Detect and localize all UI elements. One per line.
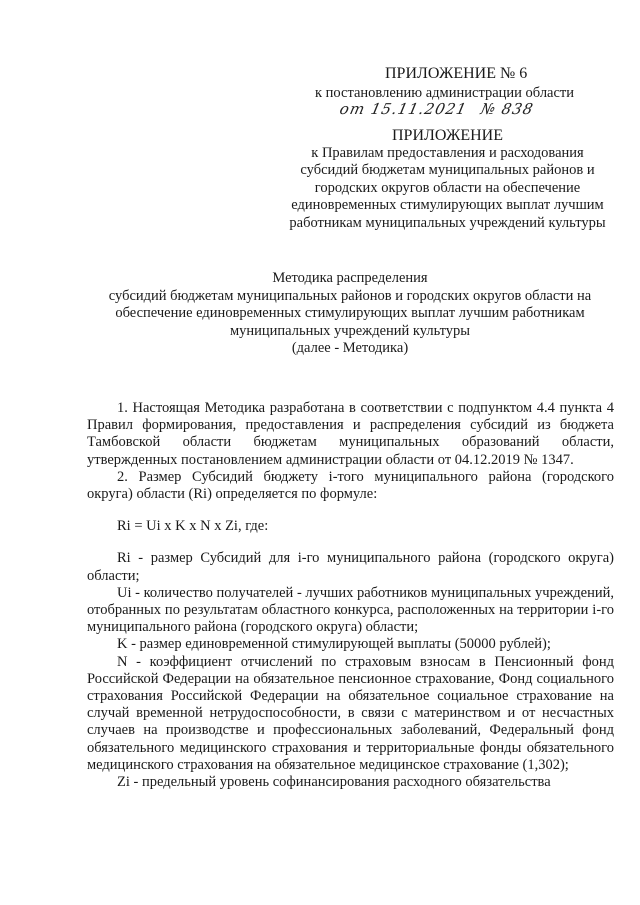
appendix-title: ПРИЛОЖЕНИЕ № 6 xyxy=(385,65,528,82)
rules-appendix-title: ПРИЛОЖЕНИЕ xyxy=(391,127,503,144)
appendix-subtitle: к постановлению администрации области xyxy=(315,85,575,101)
signature-date: от 15.11.2021 xyxy=(338,100,469,118)
definition-ui: Ui - количество получателей - лучших работников муниципальных учреждений, отобранных по результатам областного конкурса, расположенных на территории i-го муниципального района (городского округа) области; xyxy=(87,584,614,636)
definition-ri: Ri - размер Субсидий для i-го муниципального района (городского округа) области; xyxy=(87,550,614,584)
methodology-abbrev: (далее - Методика) xyxy=(291,340,409,356)
document-body xyxy=(87,400,614,791)
paragraph-1: 1. Настоящая Методика разработана в соответствии с подпунктом 4.4 пункта 4 Правил формирования, предоставления и распределения субсидий из бюджета Тамбовской области бюджетам муниципальных образований области, утвержденных постановлением администрации области от 04.12.2019 № 1347. xyxy=(87,400,614,468)
signature-number: № 838 xyxy=(478,100,536,118)
handwritten-signature-line xyxy=(338,100,549,118)
methodology-subtitle: субсидий бюджетам муниципальных районов и городских округов области на обеспечение единовременных стимулирующих выплат лучшим работникам муниципальных учреждений культуры xyxy=(108,287,592,339)
formula: Ri = Ui x K x N x Zi, где: xyxy=(117,518,269,535)
methodology-heading xyxy=(85,270,615,358)
paragraph-2: 2. Размер Субсидий бюджету i-того муниципального района (городского округа) области (Ri) определяется по формуле: xyxy=(87,468,614,503)
definition-zi: Zi - предельный уровень софинансирования расходного обязательства xyxy=(117,774,551,791)
rules-appendix-text: к Правилам предоставления и расходования субсидий бюджетам муниципальных районов и городских округов области на обеспечение единовременных стимулирующих выплат лучшим работникам муниципальных учреждений культуры xyxy=(289,144,606,231)
definition-k: K - размер единовременной стимулирующей выплаты (50000 рублей); xyxy=(117,636,551,653)
methodology-title: Методика распределения xyxy=(272,270,428,286)
definition-n: N - коэффициент отчислений по страховым взносам в Пенсионный фонд Российской Федерации на обязательное пенсионное страхование, Фонд социального страхования Российской Федерации на обязательное социальное страхование на случай временной нетрудоспособности, в связи с материнством и от несчастных случаев на производстве и профессиональных заболеваний, Федеральный фонд обязательного медицинского страхования и территориальные фонды обязательного медицинского страхования на обязательное медицинское страхование (1,302); xyxy=(87,653,614,773)
rules-appendix-block xyxy=(285,127,610,232)
